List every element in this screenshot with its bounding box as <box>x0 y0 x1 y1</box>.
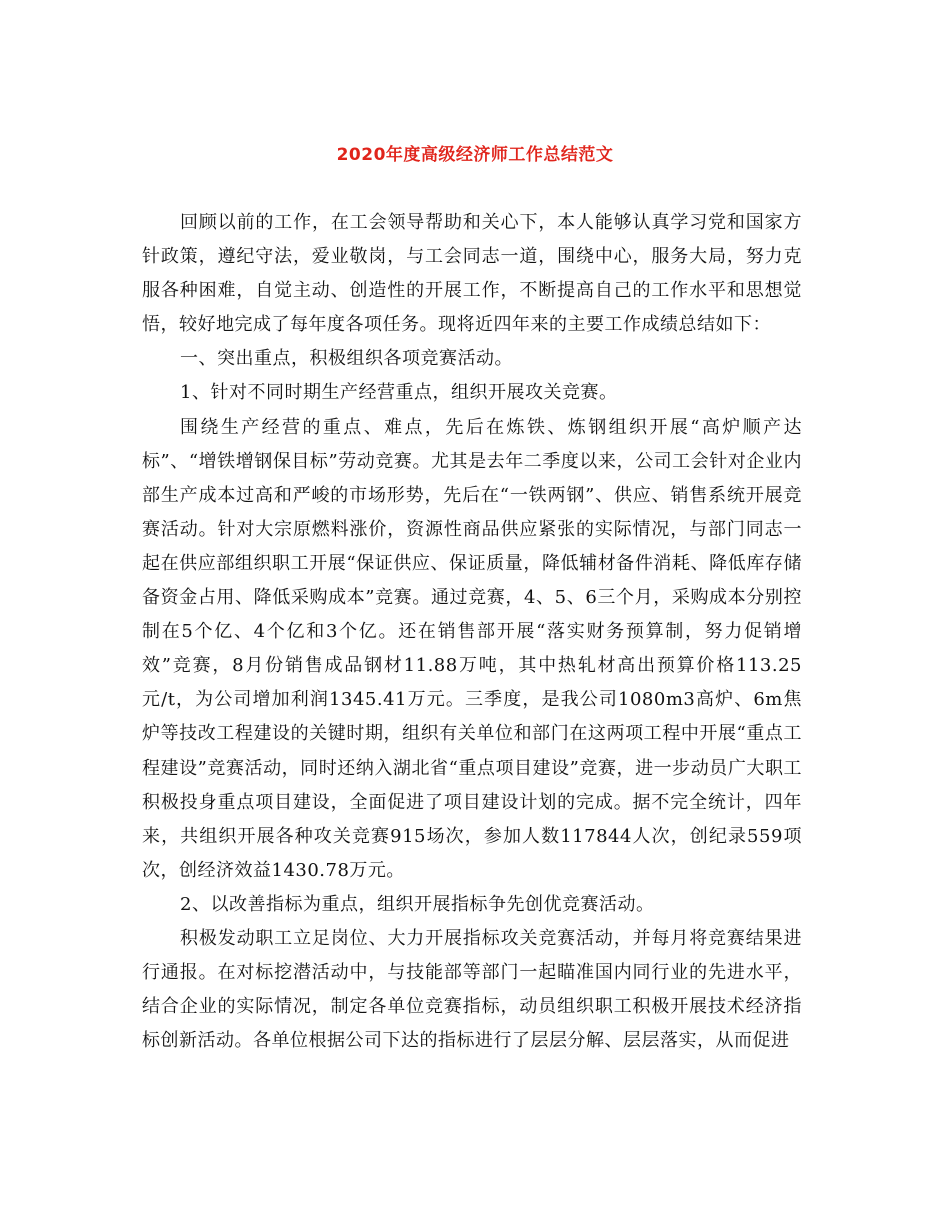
document-body <box>142 206 802 1058</box>
subsection-heading-1: 1、针对不同时期生产经营重点，组织开展攻关竞赛。 <box>180 382 618 404</box>
paragraph-intro: 回顾以前的工作，在工会领导帮助和关心下，本人能够认真学习党和国家方针政策，遵纪守法，爱业敬岗，与工会同志一道，围绕中心，服务大局，努力克服各种困难，自觉主动、创造性的开展工作，不断提高自己的工作水平和思想觉悟，较好地完成了每年度各项任务。现将近四年来的主要工作成绩总结如下： <box>142 212 802 336</box>
subsection-heading-2: 2、以改善指标为重点，组织开展指标争先创优竞赛活动。 <box>180 893 655 915</box>
document-title: 2020年度高级经济师工作总结范文 <box>336 145 614 165</box>
paragraph-competitions: 围绕生产经营的重点、难点，先后在炼铁、炼钢组织开展“高炉顺产达标”、“增铁增钢保目标”劳动竞赛。尤其是去年二季度以来，公司工会针对企业内部生产成本过高和严峻的市场形势，先后在“一铁两钢”、供应、销售系统开展竞赛活动。针对大宗原燃料涨价，资源性商品供应紧张的实际情况，与部门同志一起在供应部组织职工开展“保证供应、保证质量，降低辅材备件消耗、降低库存储备资金占用、降低采购成本”竞赛。通过竞赛，4、5、6三个月，采购成本分别控制在5个亿、4个亿和3个亿。还在销售部开展“落实财务预算制，努力促销增效”竞赛，8月份销售成品钢材11.88万吨，其中热轧材高出预算价格113.25元/t，为公司增加利润1345.41万元。三季度，是我公司1080m3高炉、6m焦炉等技改工程建设的关键时期，组织有关单位和部门在这两项工程中开展“重点工程建设”竞赛活动，同时还纳入湖北省“重点项目建设”竞赛，进一步动员广大职工积极投身重点项目建设，全面促进了项目建设计划的完成。据不完全统计，四年来，共组织开展各种攻关竞赛915场次，参加人数117844人次，创纪录559项次，创经济效益1430.78万元。 <box>142 416 802 881</box>
section-heading-1: 一、突出重点，积极组织各项竞赛活动。 <box>180 348 513 370</box>
paragraph-indicators: 积极发动职工立足岗位、大力开展指标攻关竞赛活动，并每月将竞赛结果进行通报。在对标挖潜活动中，与技能部等部门一起瞄准国内同行业的先进水平，结合企业的实际情况，制定各单位竞赛指标，动员组织职工积极开展技术经济指标创新活动。各单位根据公司下达的指标进行了层层分解、层层落实，从而促进 <box>142 927 802 1052</box>
